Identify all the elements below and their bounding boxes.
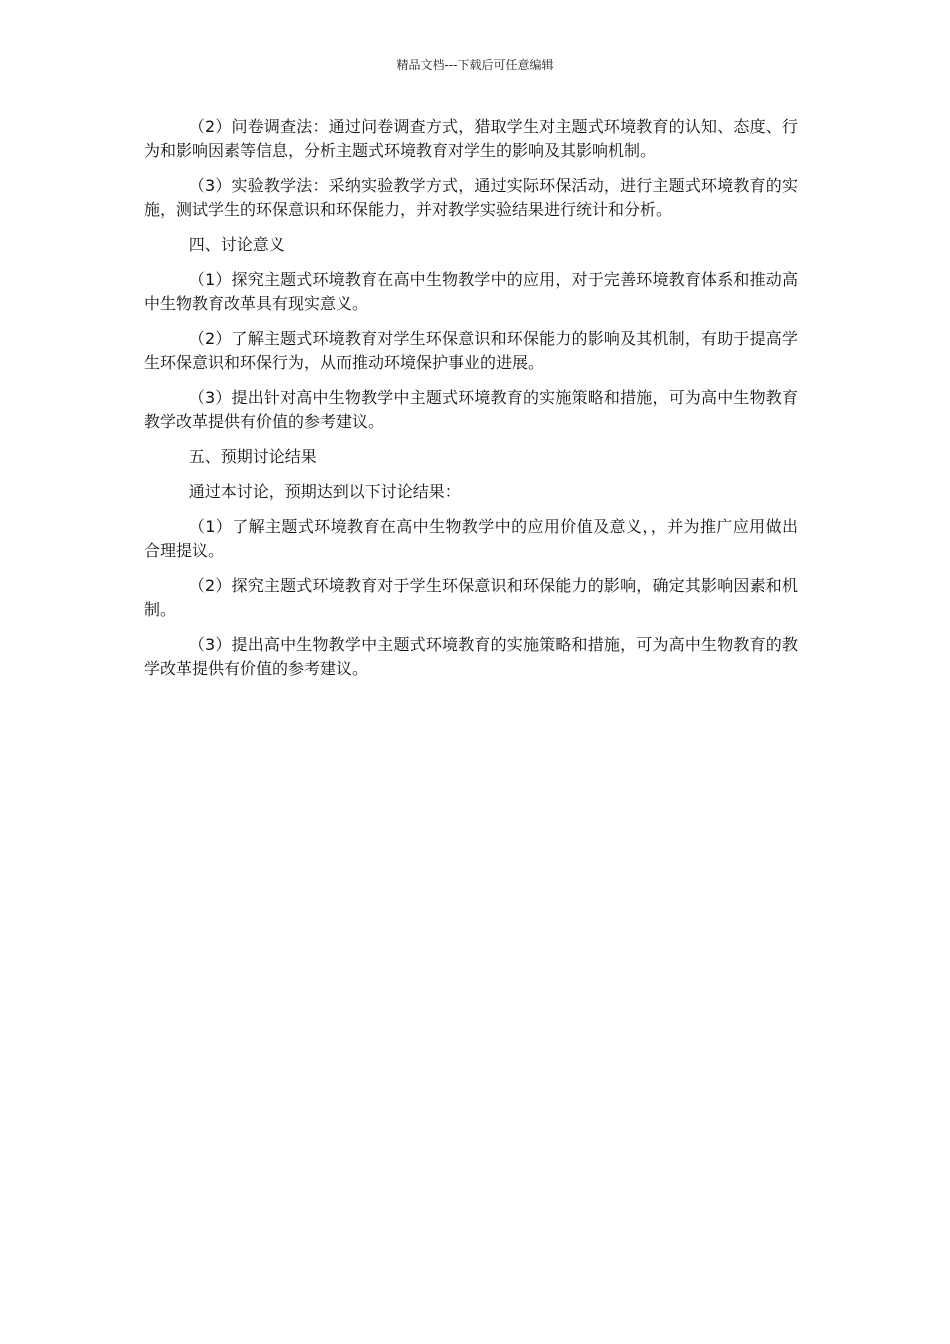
section-heading-significance: 四、讨论意义 [188,235,285,254]
paragraph-experiment-method: （3）实验教学法：采纳实验教学方式，通过实际环保活动，进行主题式环境教育的实施，测试学生的环保意识和环保能力，并对教学实验结果进行统计和分析。 [144,176,798,219]
paragraph-significance-2: （2）了解主题式环境教育对学生环保意识和环保能力的影响及其机制，有助于提高学生环保意识和环保行为，从而推动环境保护事业的进展。 [144,329,798,372]
paragraph-significance-1: （1）探究主题式环境教育在高中生物教学中的应用，对于完善环境教育体系和推动高中生物教育改革具有现实意义。 [144,270,798,313]
page-header: 精品文档---下载后可任意编辑 [396,58,554,72]
results-intro: 通过本讨论，预期达到以下讨论结果： [188,482,461,501]
paragraph-result-3: （3）提出高中生物教学中主题式环境教育的实施策略和措施，可为高中生物教育的教学改革提供有价值的参考建议。 [144,635,798,678]
paragraph-significance-3: （3）提出针对高中生物教学中主题式环境教育的实施策略和措施，可为高中生物教育教学改革提供有价值的参考建议。 [144,388,798,431]
section-heading-expected-results: 五、预期讨论结果 [188,447,317,466]
paragraph-result-2: （2）探究主题式环境教育对于学生环保意识和环保能力的影响，确定其影响因素和机制。 [144,576,798,619]
document-body [144,115,798,692]
paragraph-result-1: （1）了解主题式环境教育在高中生物教学中的应用价值及意义，，并为推广应用做出合理提议。 [144,517,798,560]
paragraph-survey-method: （2）问卷调查法：通过问卷调查方式，猎取学生对主题式环境教育的认知、态度、行为和影响因素等信息，分析主题式环境教育对学生的影响及其影响机制。 [144,117,798,160]
